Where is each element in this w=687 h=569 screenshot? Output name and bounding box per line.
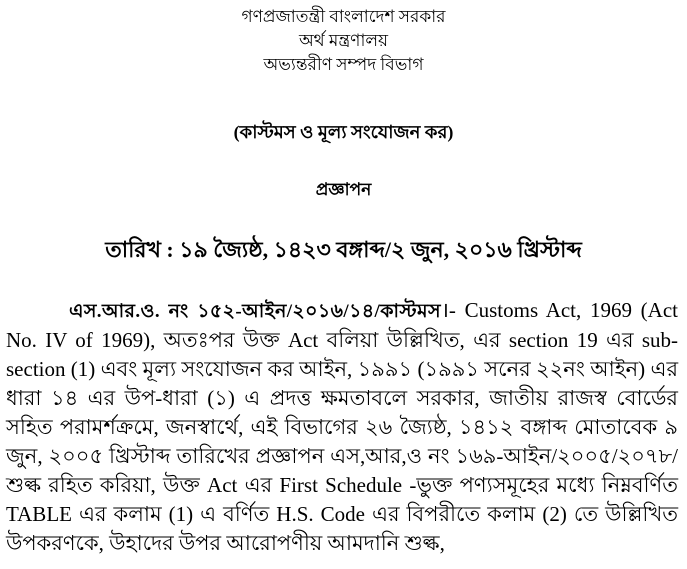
- header-government: গণপ্রজাতন্ত্রী বাংলাদেশ সরকার: [241, 7, 446, 26]
- sro-reference: এস.আর.ও. নং ১৫২-আইন/২০১৬/১৪/কাস্টমস: [69, 301, 441, 322]
- date-line: তারিখ : ১৯ জ্যৈষ্ঠ, ১৪২৩ বঙ্গাব্দ/২ জুন, ২০১৬ খ্রিস্টাব্দ: [105, 237, 582, 262]
- notice-body: [6, 296, 678, 558]
- government-header: [0, 6, 687, 78]
- body-text: ।- Customs Act, 1969 (Act No. IV of 1969), অতঃপর উক্ত Act বলিয়া উল্লিখিত, এর section 19 এর sub-section (1) এবং মূল্য সংযোজন কর আইন, ১৯৯১ (১৯৯১ সনের ২২নং আইন) এর ধারা ১৪ এর উপ-ধারা (১) এ প্রদত্ত ক্ষমতাবলে সরকার, জাতীয় রাজস্ব বোর্ডের সহিত পরামর্শক্রমে, জনস্বার্থে, এই বিভাগের ২৬ জ্যৈষ্ঠ, ১৪১২ বঙ্গাব্দ মোতাবেক ৯ জুন, ২০০৫ খ্রিস্টাব্দ তারিখের প্রজ্ঞাপন এস,আর,ও নং ১৬৯-আইন/২০০৫/২০৭৮/শুল্ক রহিত করিয়া, উক্ত Act এর First Schedule -ভুক্ত পণ্যসমূহের মধ্যে নিম্নবর্ণিত TABLE এর কলাম (1) এ বর্ণিত H.S. Code এর বিপরীতে কলাম (2) তে উল্লিখিত উপকরণকে, উহাদের উপর আরোপণীয় আমদানি শুল্ক,: [6, 298, 678, 555]
- department-subtitle: (কাস্টমস ও মূল্য সংযোজন কর): [233, 122, 454, 142]
- header-ministry: অর্থ মন্ত্রণালয়: [298, 31, 389, 50]
- notice-title: প্রজ্ঞাপন: [315, 180, 372, 199]
- header-division: অভ্যন্তরীণ সম্পদ বিভাগ: [263, 55, 424, 74]
